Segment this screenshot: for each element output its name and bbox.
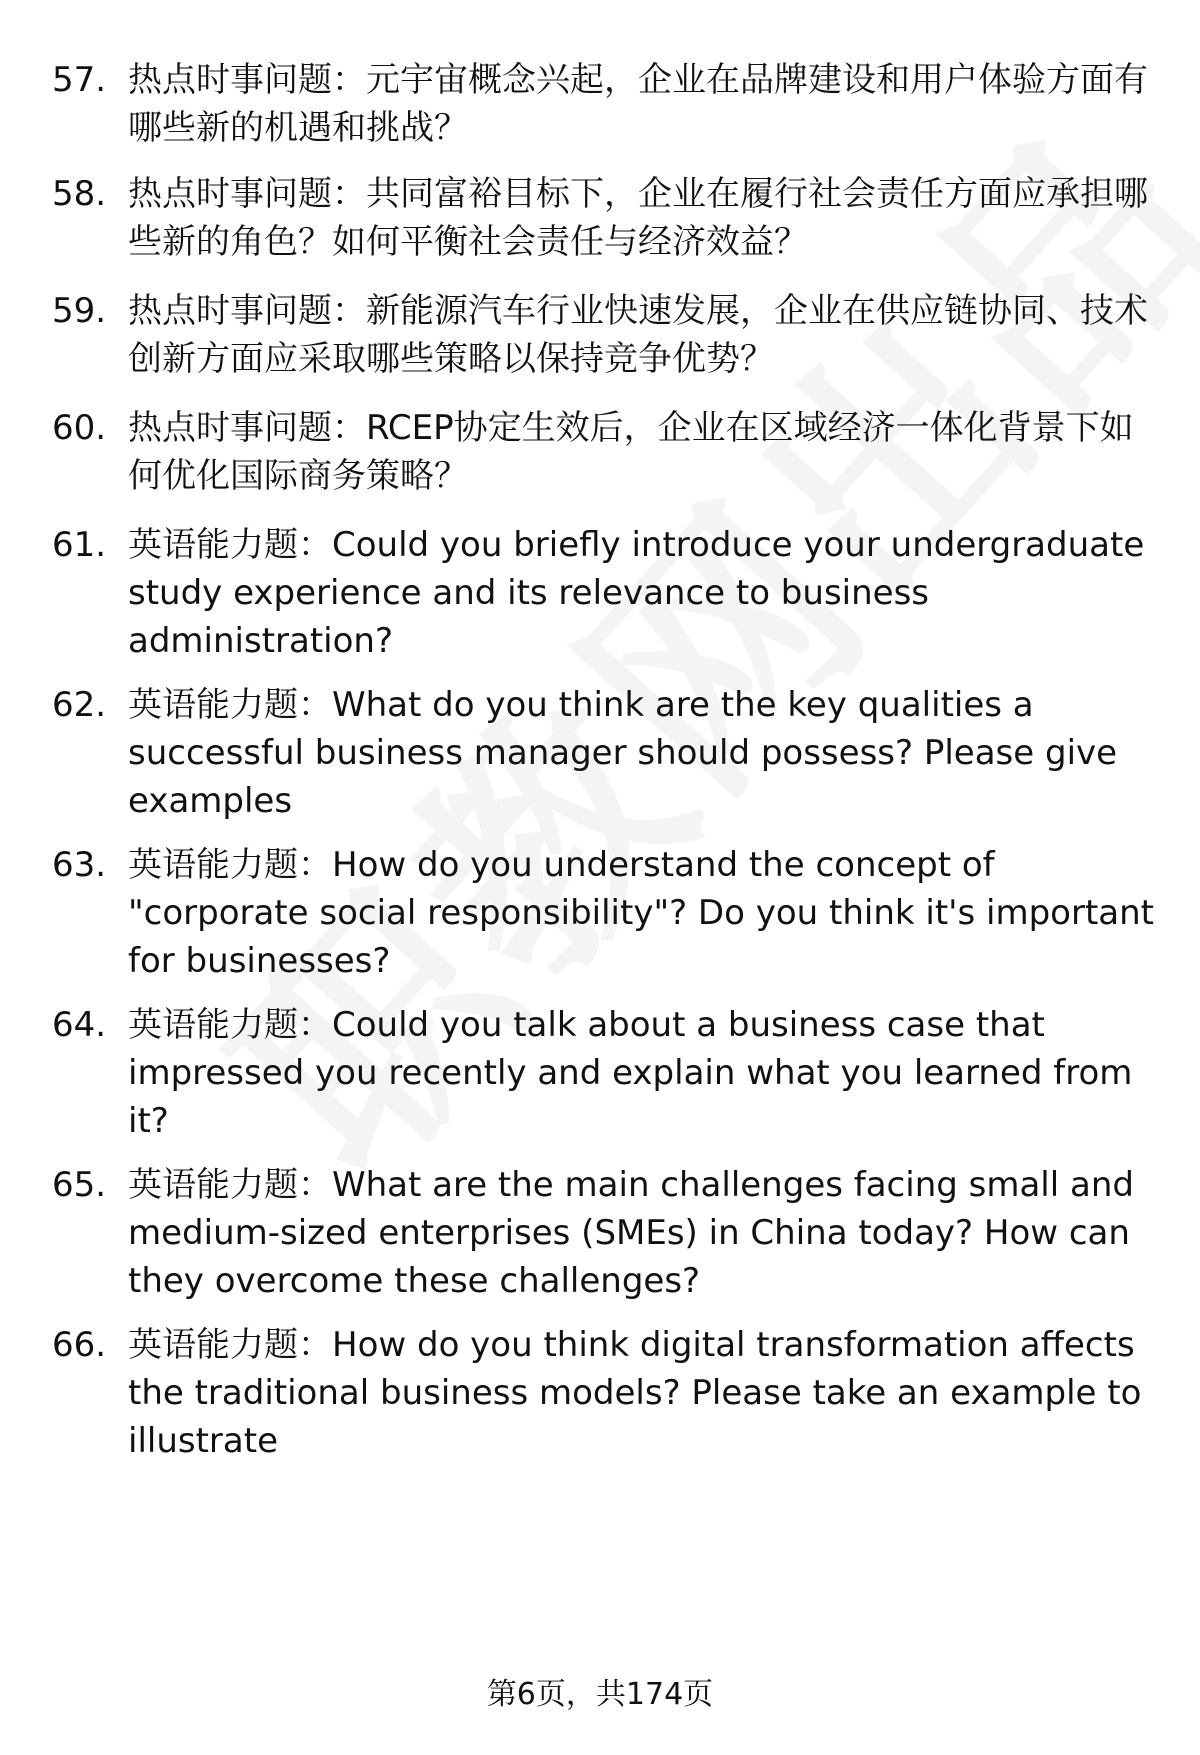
question-text: 热点时事问题：元宇宙概念兴起，企业在品牌建设和用户体验方面有哪些新的机遇和挑战？ <box>128 60 1148 148</box>
question-item-66 <box>52 1321 1170 1465</box>
question-item-60 <box>52 404 1170 500</box>
question-text: 热点时事问题：RCEP协定生效后，企业在区域经济一体化背景下如何优化国际商务策略？ <box>128 408 1134 496</box>
question-text: 英语能力题：What do you think are the key qualities a successful business manager should possess? Please give examples <box>128 685 1118 821</box>
question-number: 58. <box>52 174 107 214</box>
question-number: 64. <box>52 1005 107 1045</box>
question-number: 61. <box>52 525 107 565</box>
question-text: 英语能力题：How do you understand the concept of "corporate social responsibility"? Do you think it's important for businesses? <box>128 845 1154 981</box>
question-item-64 <box>52 1001 1170 1145</box>
question-text: 英语能力题：What are the main challenges facing small and medium-sized enterprises (SMEs) in China today? How can they overcome these challenges? <box>128 1165 1134 1301</box>
question-text: 英语能力题：How do you think digital transformation affects the traditional business models? Please take an example to illustrate <box>128 1325 1142 1461</box>
question-item-61 <box>52 521 1170 665</box>
page-footer: 第6页，共174页 <box>486 1677 714 1712</box>
question-text: 英语能力题：Could you briefly introduce your undergraduate study experience and its relevance to business administration? <box>128 525 1145 661</box>
question-item-65 <box>52 1161 1170 1305</box>
question-item-57 <box>52 56 1170 152</box>
question-number: 59. <box>52 291 107 331</box>
question-number: 60. <box>52 408 107 448</box>
question-number: 63. <box>52 845 107 885</box>
question-number: 62. <box>52 685 107 725</box>
question-number: 57. <box>52 60 107 100</box>
question-number: 65. <box>52 1165 107 1205</box>
question-item-59 <box>52 287 1170 383</box>
question-text: 英语能力题：Could you talk about a business case that impressed you recently and explain what you learned from it? <box>128 1005 1133 1141</box>
question-text: 热点时事问题：共同富裕目标下，企业在履行社会责任方面应承担哪些新的角色？如何平衡社会责任与经济效益？ <box>128 174 1148 262</box>
question-item-62 <box>52 681 1170 825</box>
question-item-63 <box>52 841 1170 985</box>
question-item-58 <box>52 170 1170 266</box>
question-number: 66. <box>52 1325 107 1365</box>
question-text: 热点时事问题：新能源汽车行业快速发展，企业在供应链协同、技术创新方面应采取哪些策略以保持竞争优势？ <box>128 291 1148 379</box>
